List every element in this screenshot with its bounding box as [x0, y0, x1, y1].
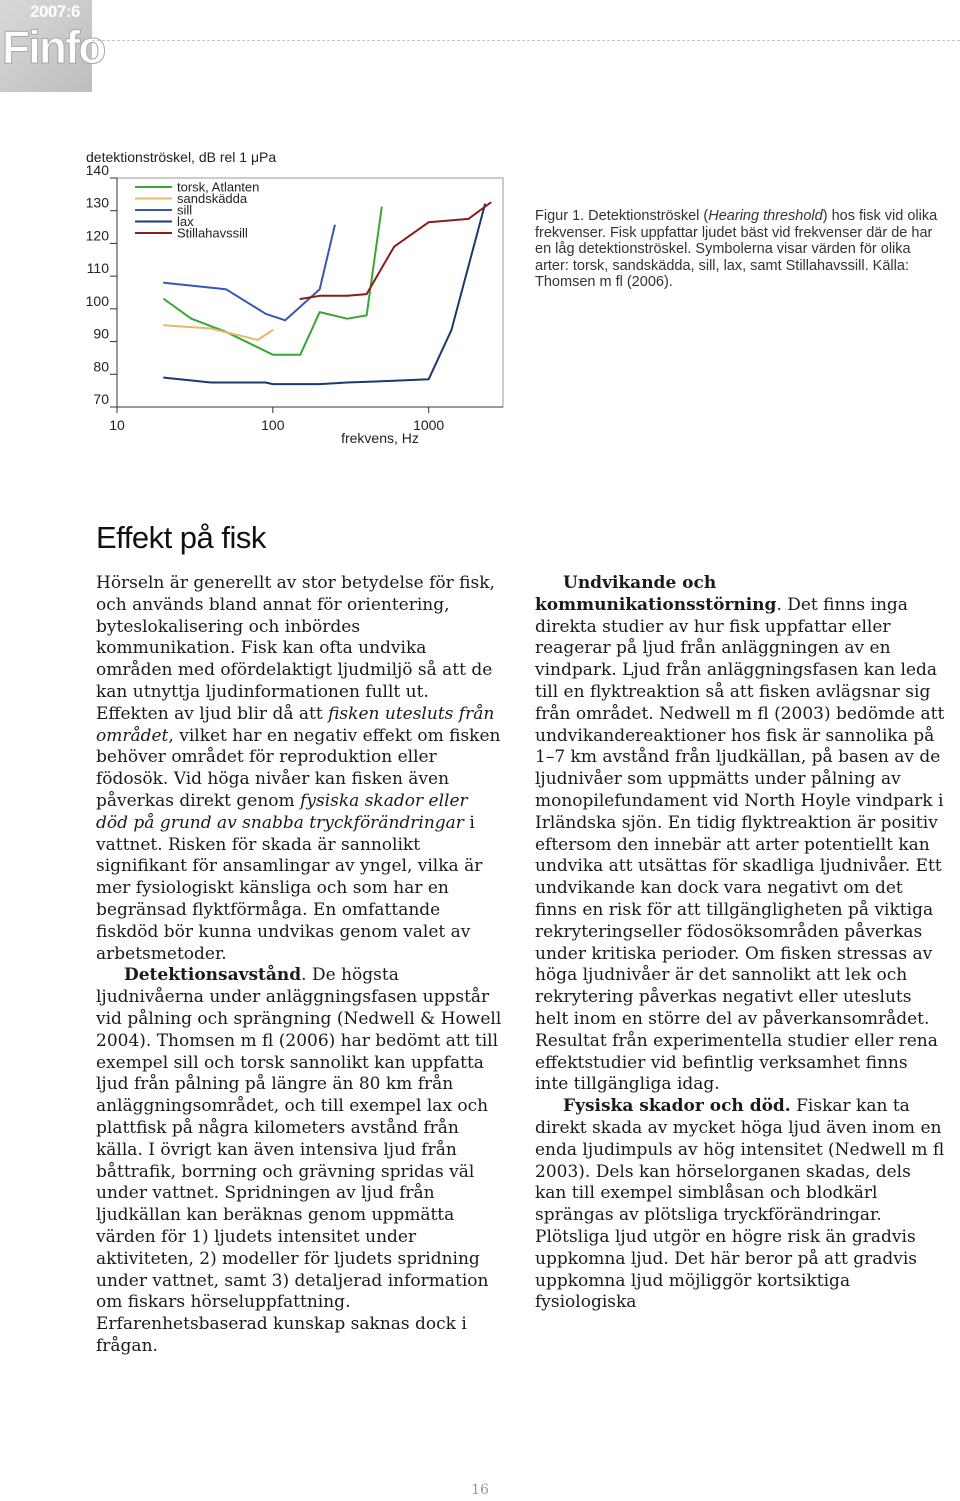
- text-emphasis: fysiska skador eller död på grund av snabba tryckförändringar: [96, 790, 468, 833]
- logo-year: 2007:6: [30, 2, 80, 21]
- data-point: [163, 282, 165, 284]
- x-tick-label: 1000: [413, 417, 445, 433]
- data-point: [319, 295, 321, 297]
- legend-label: sandskädda: [177, 191, 248, 206]
- text-run: Fiskar kan ta direkt skada av mycket höga ljud även inom en enda ljudimpuls av hög intensitet (Nedwell m fl 2003). Dels kan hörselorganen skadas, dels kan till exempel simblåsan och blodkärl sprängas av plötsliga tryckförändringar. Plötsliga ljud utgör en högre risk än gradvis uppkomna ljud. Det här beror på att gradvis uppkomna ljud möjliggör kortsiktiga fysiologiska: [535, 1096, 945, 1313]
- caption-term: Hearing threshold: [708, 208, 823, 224]
- section-heading: Effekt på fisk: [96, 520, 266, 555]
- x-axis-label: frekvens, Hz: [341, 430, 419, 446]
- y-tick-label: 140: [85, 162, 109, 178]
- finfo-logo: [0, 0, 105, 92]
- series-line-1: [164, 325, 273, 340]
- data-point: [381, 207, 383, 209]
- data-point: [272, 383, 274, 385]
- data-point: [334, 225, 336, 227]
- figure-1: [0, 140, 960, 460]
- legend-label: torsk, Atlanten: [177, 179, 260, 195]
- data-point: [265, 382, 267, 384]
- data-point: [265, 313, 267, 315]
- data-point: [366, 293, 368, 295]
- paragraph-lead: Fysiska skador och död.: [563, 1096, 791, 1117]
- paragraph-detection: [96, 965, 504, 1357]
- logo-name: Finfo: [2, 21, 105, 73]
- data-point: [299, 298, 301, 300]
- data-point: [393, 246, 395, 248]
- y-tick-label: 90: [93, 325, 109, 342]
- data-point: [484, 203, 486, 205]
- data-point: [346, 318, 348, 320]
- legend-label: Stillahavssill: [177, 225, 248, 241]
- text-run: . Det finns inga direkta studier av hur fisk uppfattar eller reagerar på ljud från anläggningen av en vindpark. Ljud från anläggningsfasen kan leda till en flyktreaktion så att fisken avlägsnar sig från området. Nedwell m fl (2003) bedömde att undvikandereaktioner hos fisk är sannolika på 1–7 km avstånd från ljudkällan, på basen av de ljudnivåer som uppmätts under pålning av monopilefundament vid North Hoyle vindpark i Irländska sjön. En tidig flyktreaktion är positiv eftersom den innebär att arter potentiellt kan undvika att utsättas för skadliga ljudnivåer. Ett undvikande kan dock vara negativt om det finns en risk för att tillgängligheten på viktiga rekryteringseller födosöksområden påverkas under kritiska perioder. Om fisken stressas av höga ljudnivåer är det sannolikt att lek och rekrytering påverkas negativt eller utesluts helt inom en större del av påverkansområdet. Resultat från experimentella studier eller rena effektstudier vid befintlig verksamhet finns inte tillgängliga idag.: [535, 594, 945, 1095]
- data-point: [284, 319, 286, 321]
- caption-rest: ) hos fisk vid olika frekvenser. Fisk uppfattar ljudet bäst vid frekvenser där de har en låg detektionströskel. Symbolerna visar värden för olika arter: torsk, sandskädda, sill, lax, samt Stillahavssill. Källa: Thomsen m fl (2006).: [535, 208, 938, 290]
- legend-label: sill: [177, 202, 193, 218]
- data-point: [468, 218, 470, 220]
- y-tick-label: 130: [85, 194, 109, 211]
- paragraph-physical-damage: [535, 1096, 945, 1314]
- y-tick-label: 120: [85, 227, 109, 244]
- data-point: [163, 298, 165, 300]
- data-point: [490, 202, 492, 204]
- data-point: [451, 329, 453, 331]
- data-point: [210, 328, 212, 330]
- paragraph-lead: Undvikande och kommunikationsstörning: [535, 573, 777, 615]
- data-point: [190, 318, 192, 320]
- x-tick-label: 10: [109, 417, 125, 433]
- header-rule: [92, 40, 960, 41]
- paragraph-lead: Detektionsavstånd: [124, 965, 302, 986]
- text-run: Hörseln är generellt av stor betydelse för fisk, och används bland annat för orientering, byteslokalisering och inbördes kommunikation. Fisk kan ofta undvika områden med ofördelaktigt ljudmiljö så att de kan utnyttja ljudinformationen fullt ut. Effekten av ljud blir då att: [96, 573, 495, 724]
- data-point: [257, 339, 259, 341]
- y-tick-label: 80: [93, 358, 109, 375]
- plot-frame: [117, 178, 503, 407]
- data-point: [428, 378, 430, 380]
- data-point: [346, 295, 348, 297]
- page-number: 16: [471, 1482, 489, 1498]
- text-run: i vattnet. Risken för skada är sannolikt signifikant för ansamlingar av yngel, vilka är mer fysiologiskt känsliga och som har en begränsad flyktförmåga. En omfattande fiskdöd bör kunna undvikas genom valet av arbetsmetoder.: [96, 812, 483, 964]
- article-column-left: [96, 573, 504, 1358]
- data-point: [428, 221, 430, 223]
- article-column-right: [535, 573, 945, 1314]
- data-point: [319, 383, 321, 385]
- threshold-chart: [0, 140, 520, 460]
- y-tick-label: 70: [93, 391, 109, 407]
- data-point: [210, 382, 212, 384]
- y-axis-label: detektionströskel, dB rel 1 μPa: [86, 149, 277, 165]
- data-point: [319, 288, 321, 290]
- data-point: [272, 354, 274, 356]
- data-point: [346, 382, 348, 384]
- header-logo-bar: [0, 0, 960, 95]
- y-tick-label: 100: [85, 292, 109, 309]
- paragraph-hearing: [96, 573, 504, 965]
- data-point: [225, 288, 227, 290]
- data-point: [393, 380, 395, 382]
- data-point: [163, 324, 165, 326]
- caption-prefix: Figur 1. Detektionströskel (: [535, 208, 709, 224]
- text-run: . De högsta ljudnivåerna under anläggningsfasen uppstår vid pålning och sprängning (Nedwell & Howell 2004). Thomsen m fl (2006) har bedömt att till exempel sill och torsk sannolikt kan uppfatta ljud från pålning på längre än 80 km från anläggningsområdet, och till exempel lax och plattfisk på några kilometers avstånd från källa. I övrigt kan även intensiva ljud från båttrafik, borrning och grävning spridas väl under vattnet. Spridningen av ljud från ljudkällan kan beräknas genom uppmätta värden för 1) ljudets intensitet under aktiviteten, 2) modeller för ljudets spridning under vattnet, samt 3) detaljerad information om fiskars hörseluppfattning. Erfarenhetsbaserad kunskap saknas dock i frågan.: [96, 965, 502, 1356]
- text-emphasis: fisken utesluts från området: [96, 703, 495, 746]
- data-point: [272, 329, 274, 331]
- legend-label: lax: [177, 214, 194, 229]
- data-point: [319, 311, 321, 313]
- data-point: [163, 377, 165, 379]
- x-tick-label: 100: [261, 417, 285, 433]
- y-tick-label: 110: [86, 260, 109, 277]
- paragraph-avoidance: [535, 573, 945, 1096]
- text-run: , vilket har en negativ effekt om fisken behöver området för reproduktion eller födosök. Vid höga nivåer kan fisken även påverkas direkt genom: [96, 725, 501, 811]
- data-point: [299, 354, 301, 356]
- figure-caption: [535, 208, 945, 291]
- data-point: [366, 315, 368, 317]
